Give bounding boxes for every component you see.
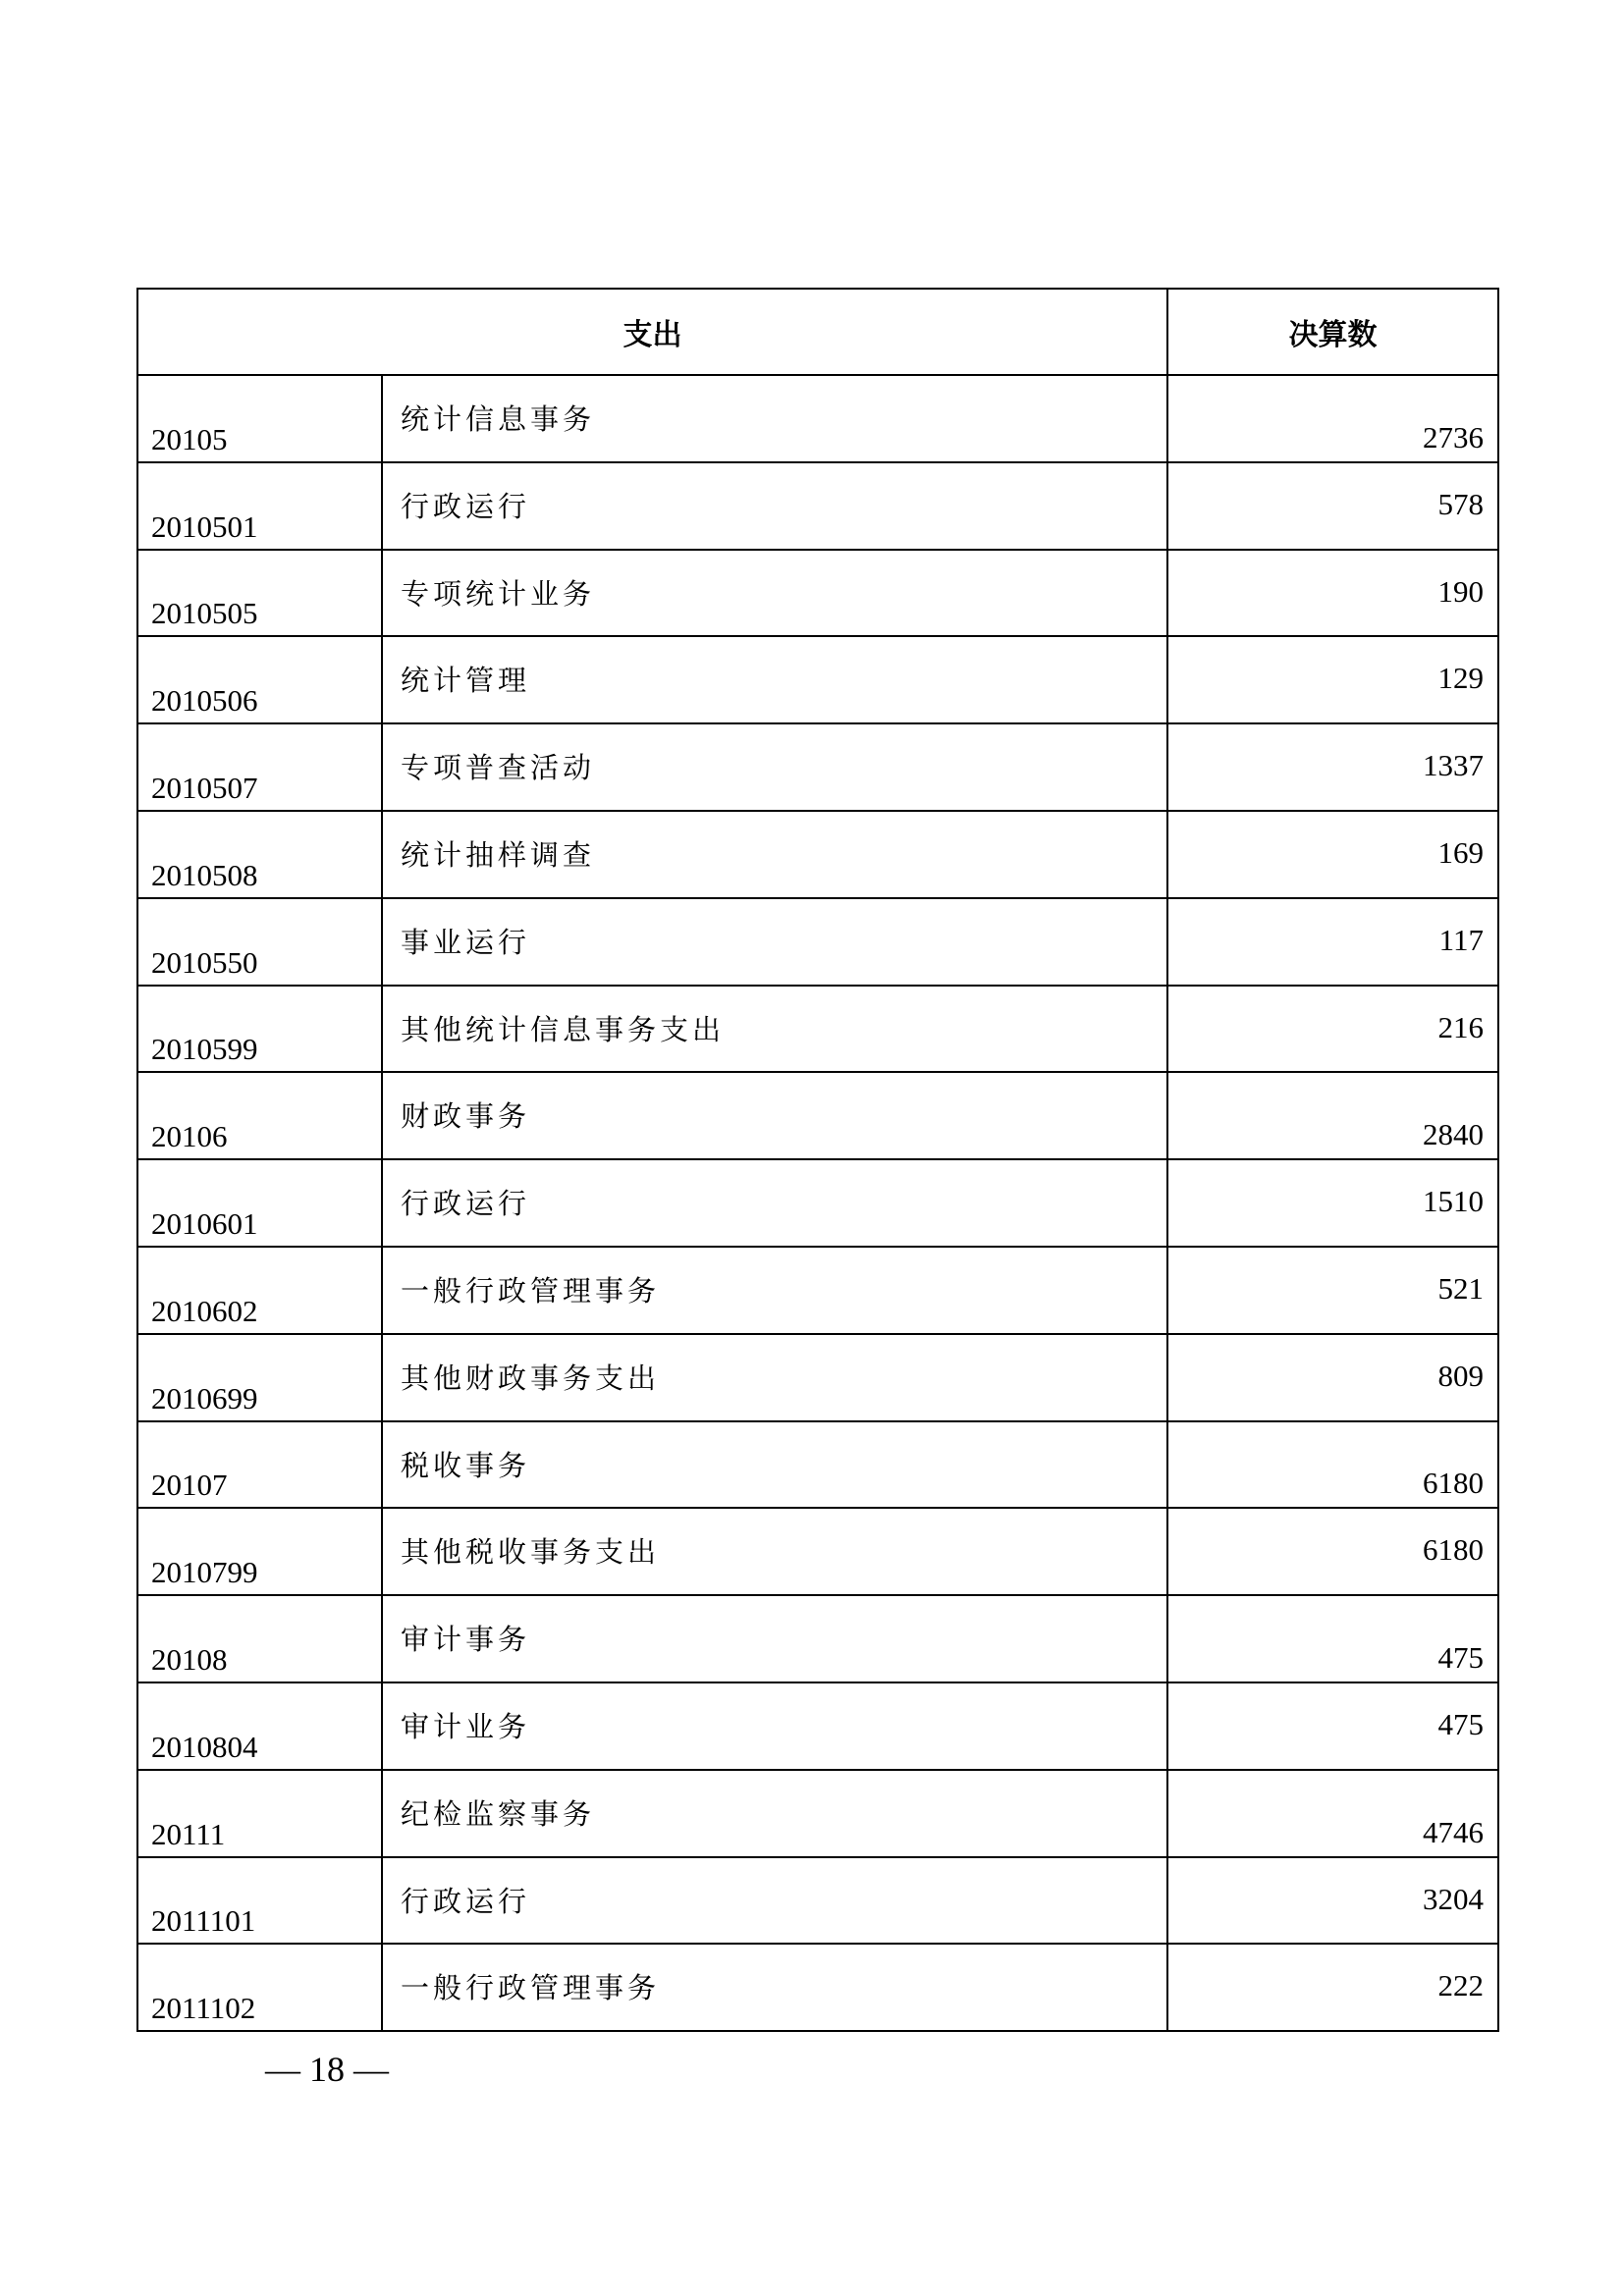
- final-amount: 216: [1167, 986, 1498, 1073]
- account-code: 2010599: [137, 986, 382, 1073]
- account-code: 2010601: [137, 1159, 382, 1247]
- table-row: [137, 986, 1498, 1073]
- final-amount: 190: [1167, 550, 1498, 637]
- account-name: 专项普查活动: [382, 723, 1167, 811]
- account-code: 20108: [137, 1595, 382, 1682]
- account-code: 2010699: [137, 1334, 382, 1421]
- account-name: 统计信息事务: [382, 375, 1167, 462]
- final-amount: 1510: [1167, 1159, 1498, 1247]
- account-name: 财政事务: [382, 1072, 1167, 1159]
- table-row: [137, 1770, 1498, 1857]
- account-name: 一般行政管理事务: [382, 1944, 1167, 2031]
- account-code: 2010799: [137, 1508, 382, 1595]
- table-row: [137, 1072, 1498, 1159]
- account-code: 20105: [137, 375, 382, 462]
- final-amount: 809: [1167, 1334, 1498, 1421]
- final-amount: 3204: [1167, 1857, 1498, 1945]
- account-code: 2010550: [137, 898, 382, 986]
- final-amount: 222: [1167, 1944, 1498, 2031]
- final-amount: 1337: [1167, 723, 1498, 811]
- table-header-row: [137, 289, 1498, 375]
- account-code: 20111: [137, 1770, 382, 1857]
- account-name: 行政运行: [382, 1857, 1167, 1945]
- account-code: 2010507: [137, 723, 382, 811]
- budget-table: [136, 288, 1499, 2032]
- account-name: 其他统计信息事务支出: [382, 986, 1167, 1073]
- account-code: 2010501: [137, 462, 382, 550]
- final-amount: 129: [1167, 636, 1498, 723]
- account-name: 一般行政管理事务: [382, 1247, 1167, 1334]
- account-name: 纪检监察事务: [382, 1770, 1167, 1857]
- final-amount: 6180: [1167, 1508, 1498, 1595]
- table-row: [137, 1944, 1498, 2031]
- final-amount: 521: [1167, 1247, 1498, 1334]
- account-name: 事业运行: [382, 898, 1167, 986]
- table-row: [137, 723, 1498, 811]
- account-name: 专项统计业务: [382, 550, 1167, 637]
- expense-header: 支出: [137, 289, 1167, 375]
- account-code: 2011102: [137, 1944, 382, 2031]
- final-amount: 2840: [1167, 1072, 1498, 1159]
- account-code: 2010804: [137, 1682, 382, 1770]
- account-name: 审计业务: [382, 1682, 1167, 1770]
- table-row: [137, 1857, 1498, 1945]
- account-code: 2010602: [137, 1247, 382, 1334]
- final-amount: 475: [1167, 1682, 1498, 1770]
- table-row: [137, 1334, 1498, 1421]
- account-code: 2010505: [137, 550, 382, 637]
- final-amount: 4746: [1167, 1770, 1498, 1857]
- table-row: [137, 1682, 1498, 1770]
- table-row: [137, 1595, 1498, 1682]
- account-code: 20107: [137, 1421, 382, 1509]
- amount-header: 决算数: [1167, 289, 1498, 375]
- table-body: [137, 375, 1498, 2031]
- table-row: [137, 811, 1498, 898]
- account-name: 其他税收事务支出: [382, 1508, 1167, 1595]
- table-row: [137, 1247, 1498, 1334]
- account-code: 2011101: [137, 1857, 382, 1945]
- account-name: 审计事务: [382, 1595, 1167, 1682]
- table-row: [137, 375, 1498, 462]
- account-name: 其他财政事务支出: [382, 1334, 1167, 1421]
- final-amount: 475: [1167, 1595, 1498, 1682]
- final-amount: 117: [1167, 898, 1498, 986]
- account-name: 行政运行: [382, 462, 1167, 550]
- table-row: [137, 1159, 1498, 1247]
- account-name: 税收事务: [382, 1421, 1167, 1509]
- account-code: 2010506: [137, 636, 382, 723]
- final-amount: 2736: [1167, 375, 1498, 462]
- final-amount: 6180: [1167, 1421, 1498, 1509]
- final-amount: 578: [1167, 462, 1498, 550]
- account-name: 统计管理: [382, 636, 1167, 723]
- budget-sheet: [136, 288, 1497, 2032]
- account-code: 20106: [137, 1072, 382, 1159]
- page-number: — 18 —: [265, 2050, 389, 2089]
- table-row: [137, 550, 1498, 637]
- table-row: [137, 1508, 1498, 1595]
- final-amount: 169: [1167, 811, 1498, 898]
- table-row: [137, 898, 1498, 986]
- table-row: [137, 1421, 1498, 1509]
- account-name: 行政运行: [382, 1159, 1167, 1247]
- table-row: [137, 636, 1498, 723]
- table-row: [137, 462, 1498, 550]
- account-name: 统计抽样调查: [382, 811, 1167, 898]
- account-code: 2010508: [137, 811, 382, 898]
